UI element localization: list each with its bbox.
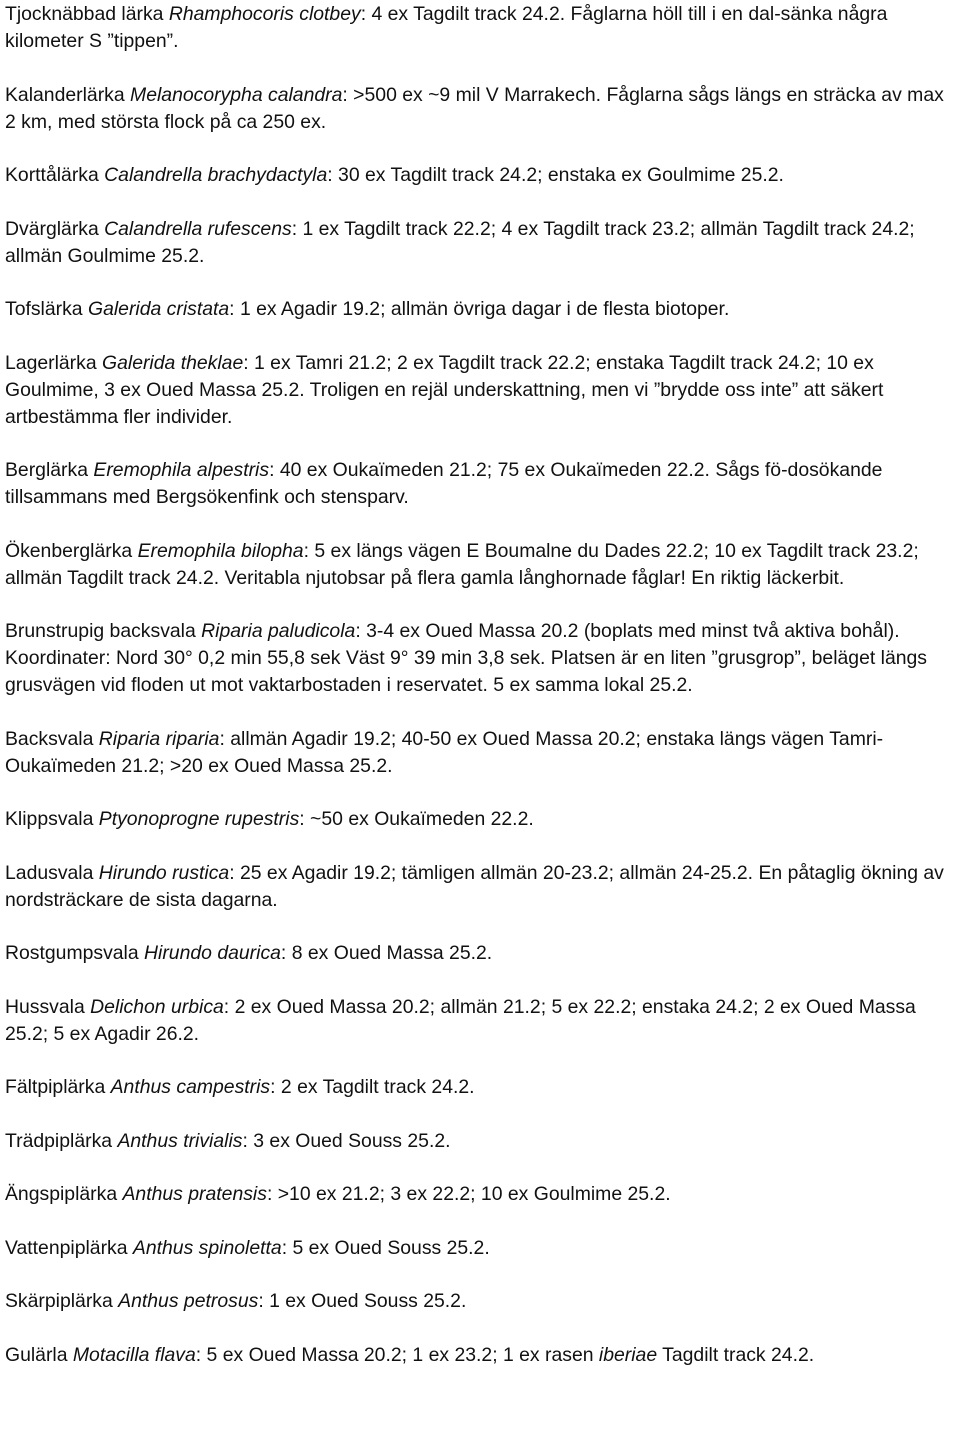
scientific-name: Galerida cristata — [87, 298, 230, 320]
species-entry-faltpiplarka — [5, 1074, 957, 1101]
scientific-name: Riparia paludicola — [201, 620, 356, 642]
species-entry-gularla — [5, 1342, 957, 1369]
scientific-name: Hirundo rustica — [98, 861, 230, 884]
species-entry-lagerlarka — [5, 350, 957, 431]
entry-text: : 30 ex Tagdilt track 24.2; enstaka ex Goulmime 25.2. — [327, 164, 784, 186]
species-entry-okenberglarka — [5, 538, 957, 592]
document-body — [5, 1, 957, 1395]
entry-text: : 1 ex Tamri 21.2; 2 ex Tagdilt track 22.2; enstaka Tagdilt track 24.2; 10 ex Goulmime, 3 ex Oued Massa 25.2. Troligen en rejäl underskattning, men vi ”brydde oss inte” att säkert artbestämma fler individer. — [5, 351, 884, 428]
species-entry-dverglarka — [5, 216, 957, 270]
species-entry-tjocknabbad-larka — [5, 1, 957, 55]
entry-text: : 3 ex Oued Souss 25.2. — [242, 1129, 451, 1152]
species-entry-vattenpiplarka — [5, 1235, 957, 1262]
scientific-name: Galerida theklae — [102, 351, 244, 374]
common-name: Skärpiplärka — [5, 1290, 119, 1312]
scientific-name: Hirundo daurica — [144, 942, 281, 964]
common-name: Brunstrupig backsvala — [5, 620, 202, 642]
subspecies-name: iberiae — [598, 1343, 658, 1366]
scientific-name: Anthus trivialis — [117, 1129, 243, 1152]
common-name: Fältpiplärka — [5, 1076, 111, 1098]
entry-text: : 5 ex Oued Souss 25.2. — [281, 1236, 490, 1259]
scientific-name: Anthus pratensis — [122, 1183, 267, 1205]
scientific-name: Anthus spinoletta — [132, 1236, 282, 1259]
common-name: Korttålärka — [5, 164, 105, 186]
scientific-name: Motacilla flava — [72, 1343, 196, 1366]
scientific-name: Ptyonoprogne rupestris — [98, 808, 300, 830]
common-name: Ängspiplärka — [5, 1183, 123, 1205]
species-entry-tradpiplarka — [5, 1128, 957, 1155]
scientific-name: Riparia riparia — [98, 727, 220, 750]
scientific-name: Eremophila alpestris — [93, 459, 270, 481]
entry-text: : >10 ex 21.2; 3 ex 22.2; 10 ex Goulmime 25.2. — [266, 1183, 671, 1205]
entry-text: : 3-4 ex Oued Massa 20.2 (boplats med minst två aktiva bohål). Koordinater: Nord 30° 0,2 min 55,8 sek Väst 9° 39 min 3,8 sek. Platsen är en liten ”grusgrop”, beläget längs grusvägen vid floden ut mot vaktarbostaden i reservatet. 5 ex samma lokal 25.2. — [5, 620, 927, 696]
common-name: Klippsvala — [5, 808, 99, 830]
entry-text: : 1 ex Agadir 19.2; allmän övriga dagar i de flesta biotoper. — [229, 298, 730, 320]
common-name: Dvärglärka — [5, 217, 105, 240]
entry-text: : 5 ex längs vägen E Boumalne du Dades 22.2; 10 ex Tagdilt track 23.2; allmän Tagdilt track 24.2. Veritabla njutobsar på flera gamla långhornade fåglar! En riktig läckerbit. — [5, 539, 919, 589]
scientific-name: Anthus petrosus — [118, 1290, 259, 1312]
common-name: Lagerlärka — [5, 351, 103, 374]
common-name: Ökenberglärka — [5, 539, 138, 562]
entry-text: : allmän Agadir 19.2; 40-50 ex Oued Massa 20.2; enstaka längs vägen Tamri-Oukaïmeden 21.2; >20 ex Oued Massa 25.2. — [5, 727, 884, 777]
entry-text: : 5 ex Oued Massa 20.2; 1 ex 23.2; 1 ex rasen — [195, 1343, 599, 1366]
species-entry-hussvala — [5, 994, 957, 1048]
entry-text: : 2 ex Tagdilt track 24.2. — [270, 1076, 475, 1098]
entry-text: : 40 ex Oukaïmeden 21.2; 75 ex Oukaïmeden 22.2. Sågs fö-dosökande tillsammans med Bergsökenfink och stensparv. — [5, 459, 883, 508]
species-entry-backsvala — [5, 726, 957, 780]
species-entry-korttalarka — [5, 162, 957, 189]
scientific-name: Anthus campestris — [110, 1076, 271, 1098]
common-name: Trädpiplärka — [5, 1129, 118, 1152]
common-name: Berglärka — [5, 459, 94, 481]
species-entry-klippsvala — [5, 806, 957, 833]
entry-text: : 8 ex Oued Massa 25.2. — [280, 942, 493, 964]
common-name: Ladusvala — [5, 861, 99, 884]
scientific-name: Melanocorypha calandra — [130, 83, 343, 106]
entry-text: : >500 ex ~9 mil V Marrakech. Fåglarna sågs längs en sträcka av max 2 km, med största flock på ca 250 ex. — [5, 83, 944, 133]
entry-text-continued: Tagdilt track 24.2. — [657, 1343, 815, 1366]
scientific-name: Calandrella rufescens — [104, 217, 292, 240]
species-entry-tofslarka — [5, 296, 957, 323]
common-name: Vattenpiplärka — [5, 1236, 133, 1259]
entry-text: : 1 ex Oued Souss 25.2. — [258, 1290, 467, 1312]
species-entry-brunstrupig-backsvala — [5, 618, 957, 699]
scientific-name: Calandrella brachydactyla — [104, 164, 328, 186]
common-name: Rostgumpsvala — [5, 942, 145, 964]
scientific-name: Rhamphocoris clotbey — [168, 3, 361, 25]
common-name: Tofslärka — [5, 298, 88, 320]
entry-text: : ~50 ex Oukaïmeden 22.2. — [299, 808, 534, 830]
entry-text: : 1 ex Tagdilt track 22.2; 4 ex Tagdilt track 23.2; allmän Tagdilt track 24.2; allmän Goulmime 25.2. — [5, 217, 915, 267]
scientific-name: Delichon urbica — [90, 995, 224, 1018]
species-entry-rostgumpsvala — [5, 940, 957, 967]
entry-text: : 2 ex Oued Massa 20.2; allmän 21.2; 5 ex 22.2; enstaka 24.2; 2 ex Oued Massa 25.2; 5 ex Agadir 26.2. — [5, 995, 916, 1045]
species-entry-angspiplarka — [5, 1181, 957, 1208]
common-name: Hussvala — [5, 995, 91, 1018]
species-entry-skarpiplarka — [5, 1288, 957, 1315]
common-name: Backsvala — [5, 727, 99, 750]
common-name: Kalanderlärka — [5, 83, 131, 106]
species-entry-berglarka — [5, 457, 957, 511]
species-entry-kalanderlarka — [5, 82, 957, 136]
species-entry-ladusvala — [5, 860, 957, 914]
scientific-name: Eremophila bilopha — [137, 539, 304, 562]
common-name: Gulärla — [5, 1343, 73, 1366]
common-name: Tjocknäbbad lärka — [5, 3, 169, 25]
entry-text: : 4 ex Tagdilt track 24.2. Fåglarna höll till i en dal-sänka några kilometer S ”tippen”. — [5, 3, 888, 52]
entry-text: : 25 ex Agadir 19.2; tämligen allmän 20-23.2; allmän 24-25.2. En påtaglig ökning av nordsträckare de sista dagarna. — [5, 861, 944, 911]
